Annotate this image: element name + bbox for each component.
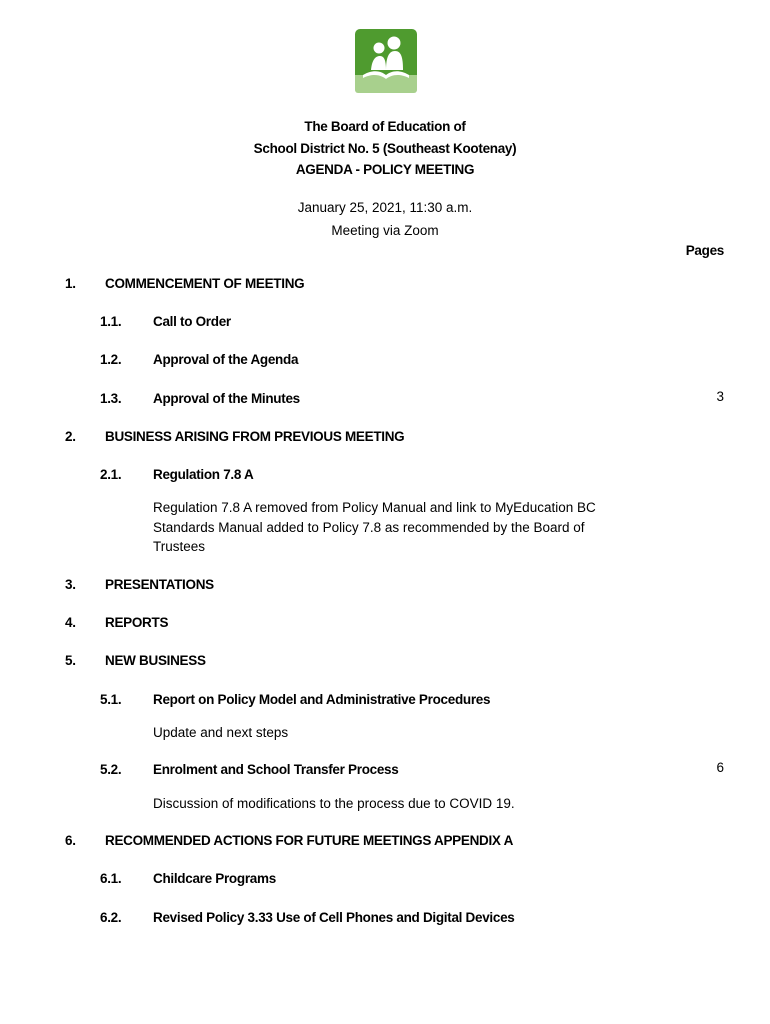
district-name: School District No. 5 (Southeast Kootenay) (253, 141, 517, 156)
item-title: Childcare Programs (153, 871, 276, 886)
board-name: The Board of Education of (304, 119, 466, 134)
section-number: 1. (65, 276, 76, 291)
item-title: Approval of the Agenda (153, 352, 299, 367)
page-reference: 3 (716, 389, 724, 404)
section-title: NEW BUSINESS (105, 653, 206, 668)
section-title: REPORTS (105, 615, 169, 630)
item-number: 5.2. (100, 762, 122, 777)
item-number: 1.3. (100, 391, 122, 406)
item-number: 2.1. (100, 467, 122, 482)
section-number: 3. (65, 577, 76, 592)
item-number: 1.2. (100, 352, 122, 367)
item-description: Discussion of modifications to the process due to COVID 19. (153, 796, 515, 811)
meeting-date: January 25, 2021, 11:30 a.m. (297, 200, 473, 215)
item-description-line: Regulation 7.8 A removed from Policy Manual and link to MyEducation BC (153, 500, 596, 515)
section-title: PRESENTATIONS (105, 577, 214, 592)
item-title: Revised Policy 3.33 Use of Cell Phones and Digital Devices (153, 910, 515, 925)
item-number: 5.1. (100, 692, 122, 707)
section-number: 5. (65, 653, 76, 668)
item-description: Update and next steps (153, 725, 289, 740)
school-district-logo (355, 29, 417, 93)
meeting-location: Meeting via Zoom (331, 223, 439, 238)
item-title: Call to Order (153, 314, 231, 329)
section-title: BUSINESS ARISING FROM PREVIOUS MEETING (105, 429, 405, 444)
item-title: Enrolment and School Transfer Process (153, 762, 399, 777)
agenda-title: AGENDA - POLICY MEETING (295, 162, 475, 177)
page-reference: 6 (716, 760, 724, 775)
item-number: 6.1. (100, 871, 122, 886)
item-number: 6.2. (100, 910, 122, 925)
section-number: 2. (65, 429, 76, 444)
item-title: Report on Policy Model and Administrative Procedures (153, 692, 491, 707)
section-title: COMMENCEMENT OF MEETING (105, 276, 305, 291)
item-number: 1.1. (100, 314, 122, 329)
item-title: Regulation 7.8 A (153, 467, 254, 482)
item-description-line: Trustees (153, 539, 206, 554)
item-title: Approval of the Minutes (153, 391, 300, 406)
pages-label: Pages (685, 243, 724, 258)
section-title: RECOMMENDED ACTIONS FOR FUTURE MEETINGS APPENDIX A (105, 833, 514, 848)
section-number: 4. (65, 615, 76, 630)
item-description-line: Standards Manual added to Policy 7.8 as recommended by the Board of (153, 520, 585, 535)
section-number: 6. (65, 833, 76, 848)
